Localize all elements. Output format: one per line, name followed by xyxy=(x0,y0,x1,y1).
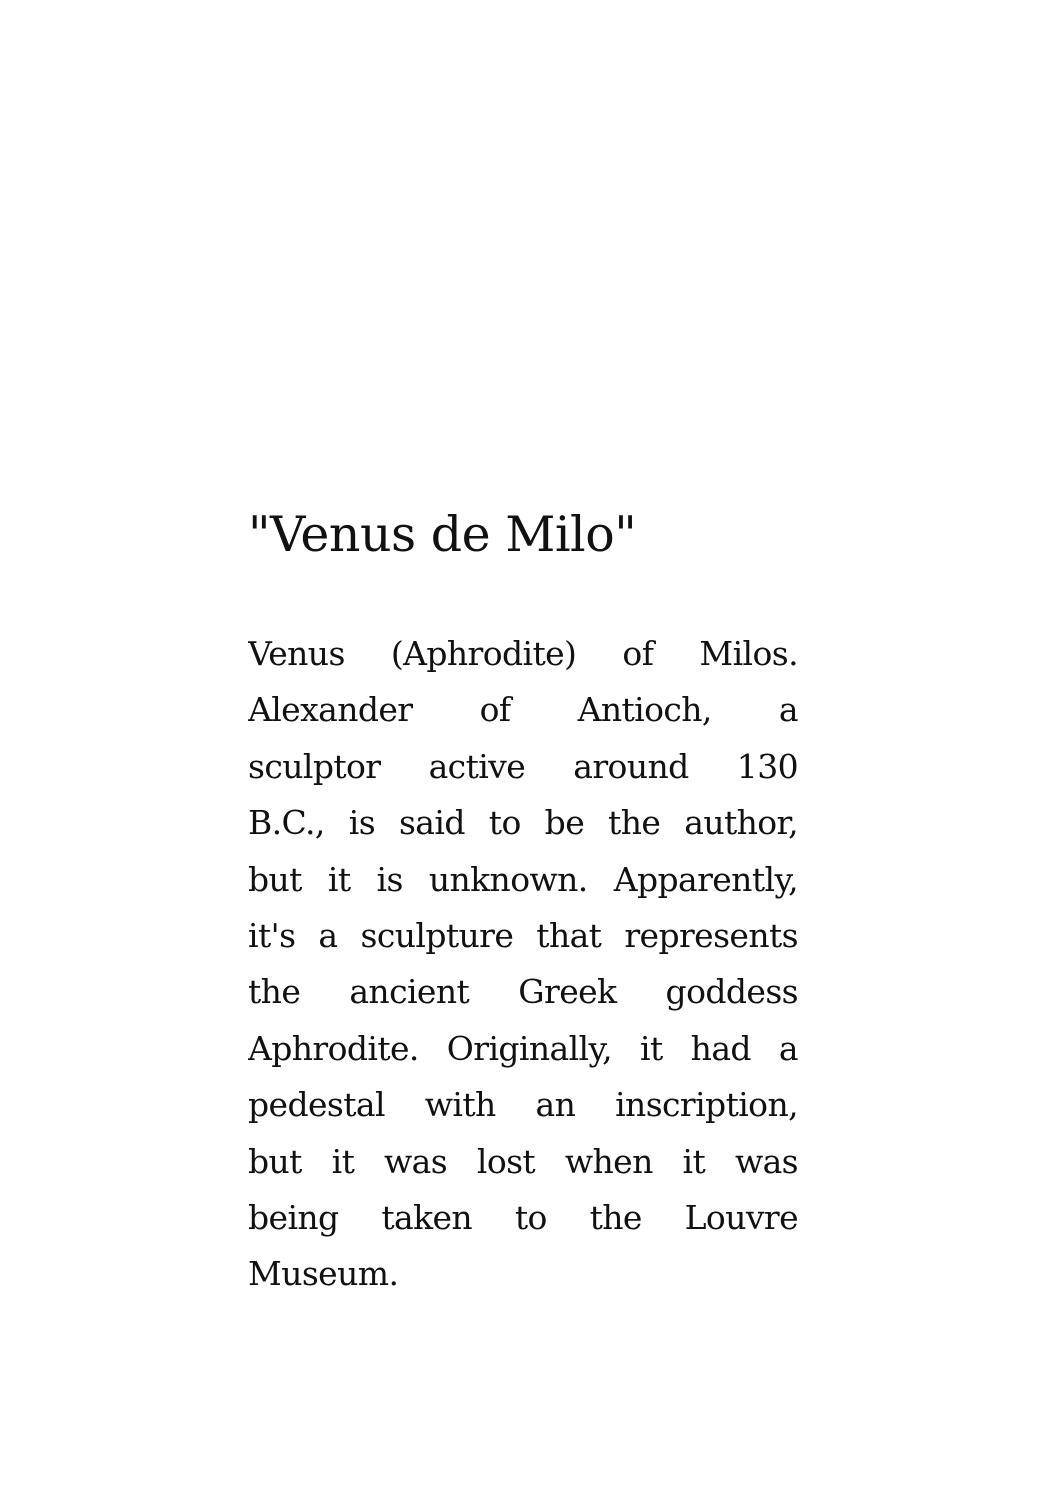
paragraph-line: but it was lost when it was xyxy=(248,1141,798,1181)
paragraph-line: sculptor active around 130 xyxy=(248,746,798,786)
paragraph-line: B.C., is said to be the author, xyxy=(248,803,798,843)
paragraph-line: being taken to the Louvre xyxy=(248,1197,798,1237)
paragraph-line: it's a sculpture that represents xyxy=(248,915,798,955)
paragraph-line: but it is unknown. Apparently, xyxy=(248,859,798,899)
paragraph-line: Aphrodite. Originally, it had a xyxy=(248,1028,798,1068)
paragraph-line: pedestal with an inscription, xyxy=(248,1085,798,1125)
paragraph-line: Alexander of Antioch, a xyxy=(248,690,798,730)
paragraph-line: Museum. xyxy=(248,1254,399,1294)
page-title: "Venus de Milo" xyxy=(248,506,637,563)
description-paragraph xyxy=(248,626,798,1303)
paragraph-line: the ancient Greek goddess xyxy=(248,972,798,1012)
paragraph-line: Venus (Aphrodite) of Milos. xyxy=(248,634,798,673)
